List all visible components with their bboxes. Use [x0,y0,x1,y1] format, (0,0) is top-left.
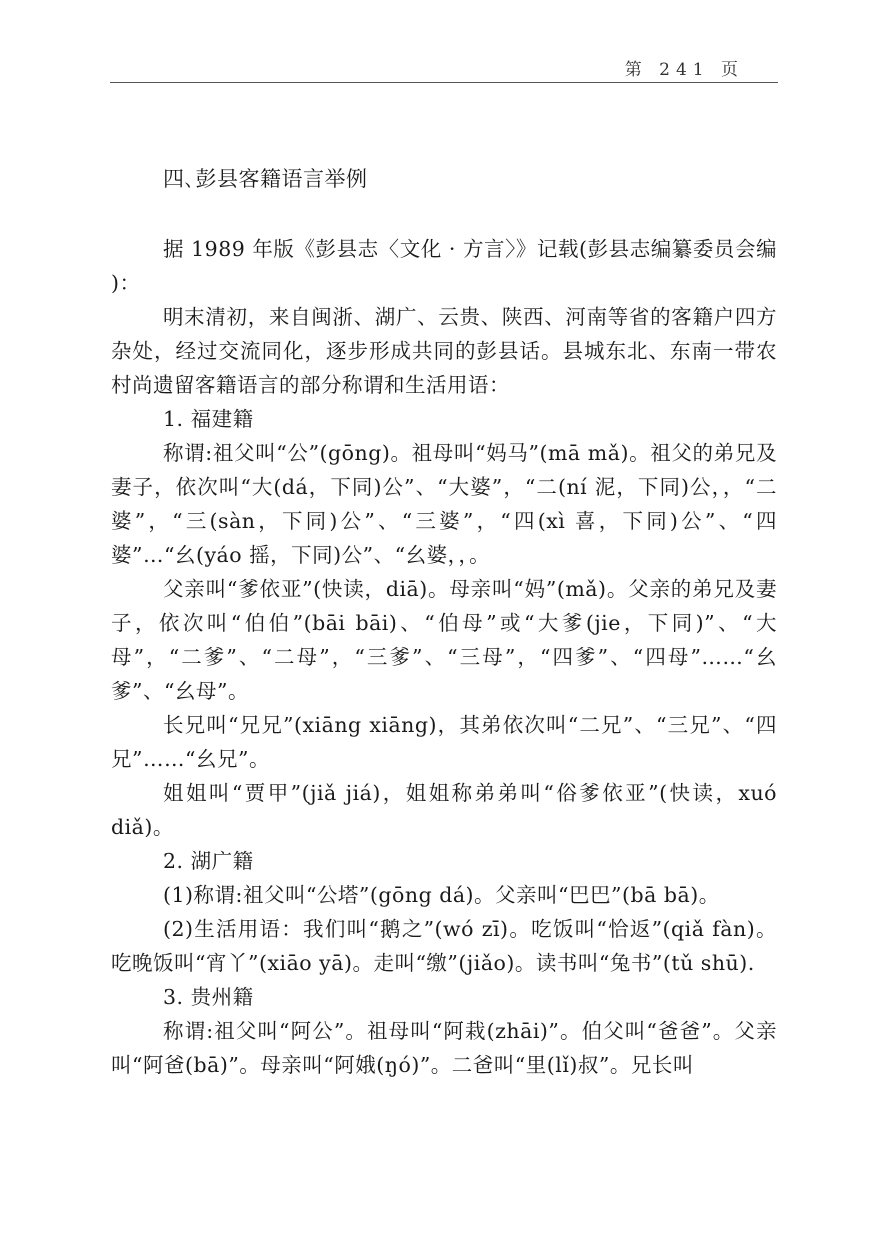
page-number: 第 241 页 [624,60,744,80]
subheading-fujian: 1. 福建籍 [163,407,254,431]
paragraph: 父亲叫“爹依亚”(快读，diā)。母亲叫“妈”(mǎ)。父亲的弟兄及妻子，依次叫“伯伯”(bāi bāi)、“伯母”或“大爹(jie，下同)”、“大母”，“二爹”、“二母”，“三爹”、“三母”，“四爹”、“四母”……“幺爹”、“幺母”。 [111,577,777,703]
paragraph: (1)称谓:祖父叫“公塔”(gōng dá)。父亲叫“巴巴”(bā bā)。 [163,883,720,907]
paragraph: 姐姐叫“贾甲”(jiǎ jiá)，姐姐称弟弟叫“俗爹依亚”(快读，xuó diǎ)。 [111,781,777,839]
subheading-guizhou: 3. 贵州籍 [163,985,254,1009]
page-header [110,50,778,83]
subheading-huguang: 2. 湖广籍 [163,849,254,873]
paragraph: 据 1989 年版《彭县志〈文化 · 方言〉》记载(彭县志编纂委员会编 )： [111,237,777,295]
paragraph: 明末清初，来自闽浙、湖广、云贵、陕西、河南等省的客籍户四方杂处，经过交流同化，逐步形成共同的彭县话。县城东北、东南一带农村尚遗留客籍语言的部分称谓和生活用语： [111,305,777,397]
paragraph: (2)生活用语：我们叫“鹅之”(wó zī)。吃饭叫“恰返”(qiǎ fàn)。吃晚饭叫“宵丫”(xiāo yā)。走叫“缴”(jiǎo)。读书叫“兔书”(tǔ shū). [111,917,777,975]
paragraph: 称谓:祖父叫“阿公”。祖母叫“阿栽(zhāi)”。伯父叫“爸爸”。父亲叫“阿爸(bā)”。母亲叫“阿娥(ŋó)”。二爸叫“里(lǐ)叔”。兄长叫 [111,1019,777,1077]
document-body [111,162,777,1082]
paragraph: 长兄叫“兄兄”(xiāng xiāng)，其弟依次叫“二兄”、“三兄”、“四兄”……“幺兄”。 [111,713,777,771]
paragraph: 称谓:祖父叫“公”(gōng)。祖母叫“妈马”(mā mǎ)。祖父的弟兄及妻子，依次叫“大(dá，下同)公”、“大婆”，“二(ní 泥，下同)公，，“二婆”，“三(sàn，下同)公”、“三婆”，“四(xì 喜，下同)公”、“四婆”…“幺(yáo 摇，下同)公”、“幺婆，，。 [111,441,777,567]
section-title: 四､彭县客籍语言举例 [163,167,368,191]
